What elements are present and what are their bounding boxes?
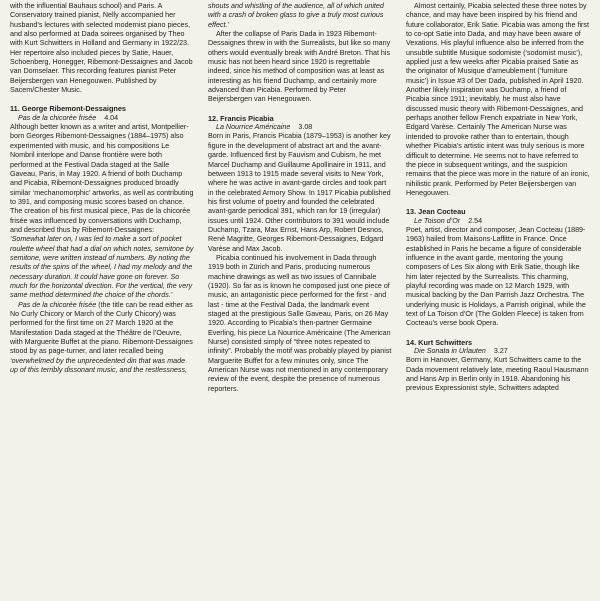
track-title	[406, 347, 590, 356]
quote-text: shouts and whistling of the audience, all of which united with a crash of broken glass to give a truly most curious effect.’	[208, 2, 384, 29]
paragraph: Almost certainly, Picabia selected these three notes by chance, and may have been inspired by his friend and future collaborator, Erik Satie. Picabia was among the first to co-opt Satie into Dada, and may have been aware of Vexations. His playful influence also be inferred from the unsubtle subtitle Musique sodomiste (‘sodomist music’), applied just a few weeks after Picabia praised Satie as the originator of Musique d’ameublement (‘furniture music’) in Issue #3 of Der Dada, published in April 1920. Another likely inspiration was Duchamp, a friend of Picabia since 1911; inevitably, he must also have discussed music theory with Ribemont-Dessaignes, and perhaps another fellow French expatriate in New York, Edgard Varèse. Certainly The American Nurse was intended to provoke rather than to entertain, though whether Picabia’s artistic intent was truly serious is more difficult to determine. He seems not to have referred to the piece in subsequent writings, and the suspicion remains that the piece was more in the nature of an ironic, nihilistic prank. Performed by Peter Beijersbergen van Henegouwen.	[406, 2, 590, 197]
quote-text: ‘Somewhat later on, I was led to make a sort of pocket roulette wheel that had a dial on which notes, semitone by semitone, were written instead of numbers. By noting the results of the spins of the wheel, I had my melody and the necessary duration. It could have gone on forever. So much for the horizontal direction. For the vertical, the very same method determined the choice of the chords.’	[10, 235, 194, 300]
text-column-1	[10, 2, 194, 601]
track-title-text: Le Toison d’Or	[414, 216, 461, 225]
text-column-3	[406, 2, 590, 601]
section-heading-14: 14. Kurt Schwitters	[406, 337, 473, 347]
text-column-2	[208, 2, 392, 601]
track-duration: 4.04	[104, 113, 119, 122]
track-title	[406, 217, 590, 226]
track-duration: 3.08	[298, 123, 313, 132]
track-title	[208, 123, 392, 132]
track-title-text: Die Sonata in Urlauten	[414, 347, 486, 356]
section-heading-13: 13. Jean Cocteau	[406, 207, 466, 217]
paragraph: Born in Hanover, Germany, Kurt Schwitters came to the Dada movement relatively late, meeting Raoul Hausmann and Hans Arp in Berlin only in 1918. Abandoning his previous Expressionist style, Schwitters adapted	[406, 356, 589, 393]
quote	[208, 2, 392, 30]
section-heading-12: 12. Francis Picabia	[208, 113, 274, 123]
track-title	[10, 114, 194, 123]
paragraph: Poet, artist, director and composer, Jean Cocteau (1889-1963) hailed from Maisons-Laffitte in France. Once established in Paris he became a figure of considerable influence in the avant garde, mentoring the young composers of Les Six along with Erik Satie, though like him later rejected by the Surrealists. This charming, playful recording was made on 12 March 1929, with musical backing by the Dan Parrish Jazz Orchestra. The underlying music is Holidays, a Parrish original, while the text of La Toison d’Or (The Golden Fleece) is taken from Cocteau’s verse book Opera.	[406, 225, 586, 328]
inline-title: Pas de la chicorée frisée	[18, 300, 97, 309]
section-heading-11: 11. George Ribemont-Dessaignes	[10, 104, 126, 114]
paragraph: After the collapse of Paris Dada in 1923 Ribemont-Dessaignes threw in with the Surrealists, but like so many others would eventually break with André Breton. That his music has not been heard since 1920 is regrettable indeed, since his method of composition was at least as interesting as his friend Duchamp, and certainly more advanced than Picabia. Performed by Peter Beijersbergen van Henegouwen.	[208, 30, 391, 104]
quote	[10, 235, 194, 300]
track-title-text: Pas de la chicorée frisée	[18, 113, 97, 122]
paragraph	[10, 301, 194, 376]
paragraph: Born in Paris, Francis Picabia (1879–1953) is another key figure in the development of abstract art and the avant-garde. Influenced first by Fauvism and Cubism, he met Marcel Duchamp and Guillaume Apollinaire in 1911, and between 1913 to 1915 made several visits to New York, where he was active in avant-garde circles and took part in the celebrated Armory Show. In 1917 Picabia published his first volume of poetry and founded the celebrated avant-garde periodical 391, which ran for 19 (irregular) issues until 1924. Other contributors to 391 would include Duchamp, Tzara, Max Ernst, Hans Arp, Robert Desnos, René Magritte, Georges Ribemont-Dessaignes, Edgard Varèse and Max Jacob.	[208, 132, 391, 253]
quote-text: ‘overwhelmed by the unprecedented din that was made up of this terribly dissonant music, and the restlessness,	[10, 356, 188, 375]
paragraph: Picabia continued his involvement in Dada through 1919 both in Zürich and Paris, producing numerous machine drawings as well as two issues of Cannibale (1920). So far as is known he composed just one piece of music, an antagonistic piece performed for the first - and last - time at the Festival Dada, the landmark event staged at the prestigious Salle Gaveau, Paris, on 26 May 1920. According to Picabia’s then-partner Germaine Everling, his piece La Nourrice Américaine (The American Nurse) consisted simply of “three notes repeated to infinity”. Probably the motif was probably played by pianist Marguerite Buffet for a few minutes only, since The American Nurse was not mentioned in any contemporary review of the event, despite the presence of numerous reporters.	[208, 253, 392, 393]
paragraph-text: (the title can be read either as No Curly Chicory or March of the Curly Chicory) was performed for the first time on 27 March 1920 at the Manifestation Dada staged at the Théâtre de l’Oeuvre, with Marguerite Buffet at the piano. Ribemont-Dessaignes stood by as page-turner, and later recalled being	[10, 300, 193, 356]
track-duration: 2.54	[468, 216, 483, 225]
track-title-text: La Nourrice Américaine	[216, 123, 291, 132]
track-duration: 3.27	[493, 347, 508, 356]
paragraph: with the influential Bauhaus school) and Paris. A Conservatory trained pianist, Nelly accompanied her husband’s lectures with selected modernist piano pieces, and also performed at Dada soirees organised by Theo with Kurt Schwitters in Holland and Germany in 1922/23. Her repertoire also included pieces by Satie, Hauer, Schoenberg, Honegger, Ribemont-Dessaignes and Jacob van Domselaer. This recording features pianist Peter Beijersbergen van Henegouwen. Published by Sacem/Chester Music.	[10, 2, 193, 95]
paragraph: Although better known as a writer and artist, Montpellier-born Georges Ribemont-Dessaignes (1884–1975) also experimented with music, and his compositions Le Nombril interlope and Danse frontière were both performed at the Festival Dada staged at the Salle Gaveau, Paris, in May 1920. A friend of both Duchamp and Picabia, Ribemont-Dessaignes produced broadly similar ‘mechanomorphic’ artworks, as well as contributing to 391, and composing music scores based on chance. The creation of his first musical piece, Pas de la chicorée frisée was influenced by conversations with Duchamp, and described thus by Ribemont-Dessaignes:	[10, 123, 194, 234]
